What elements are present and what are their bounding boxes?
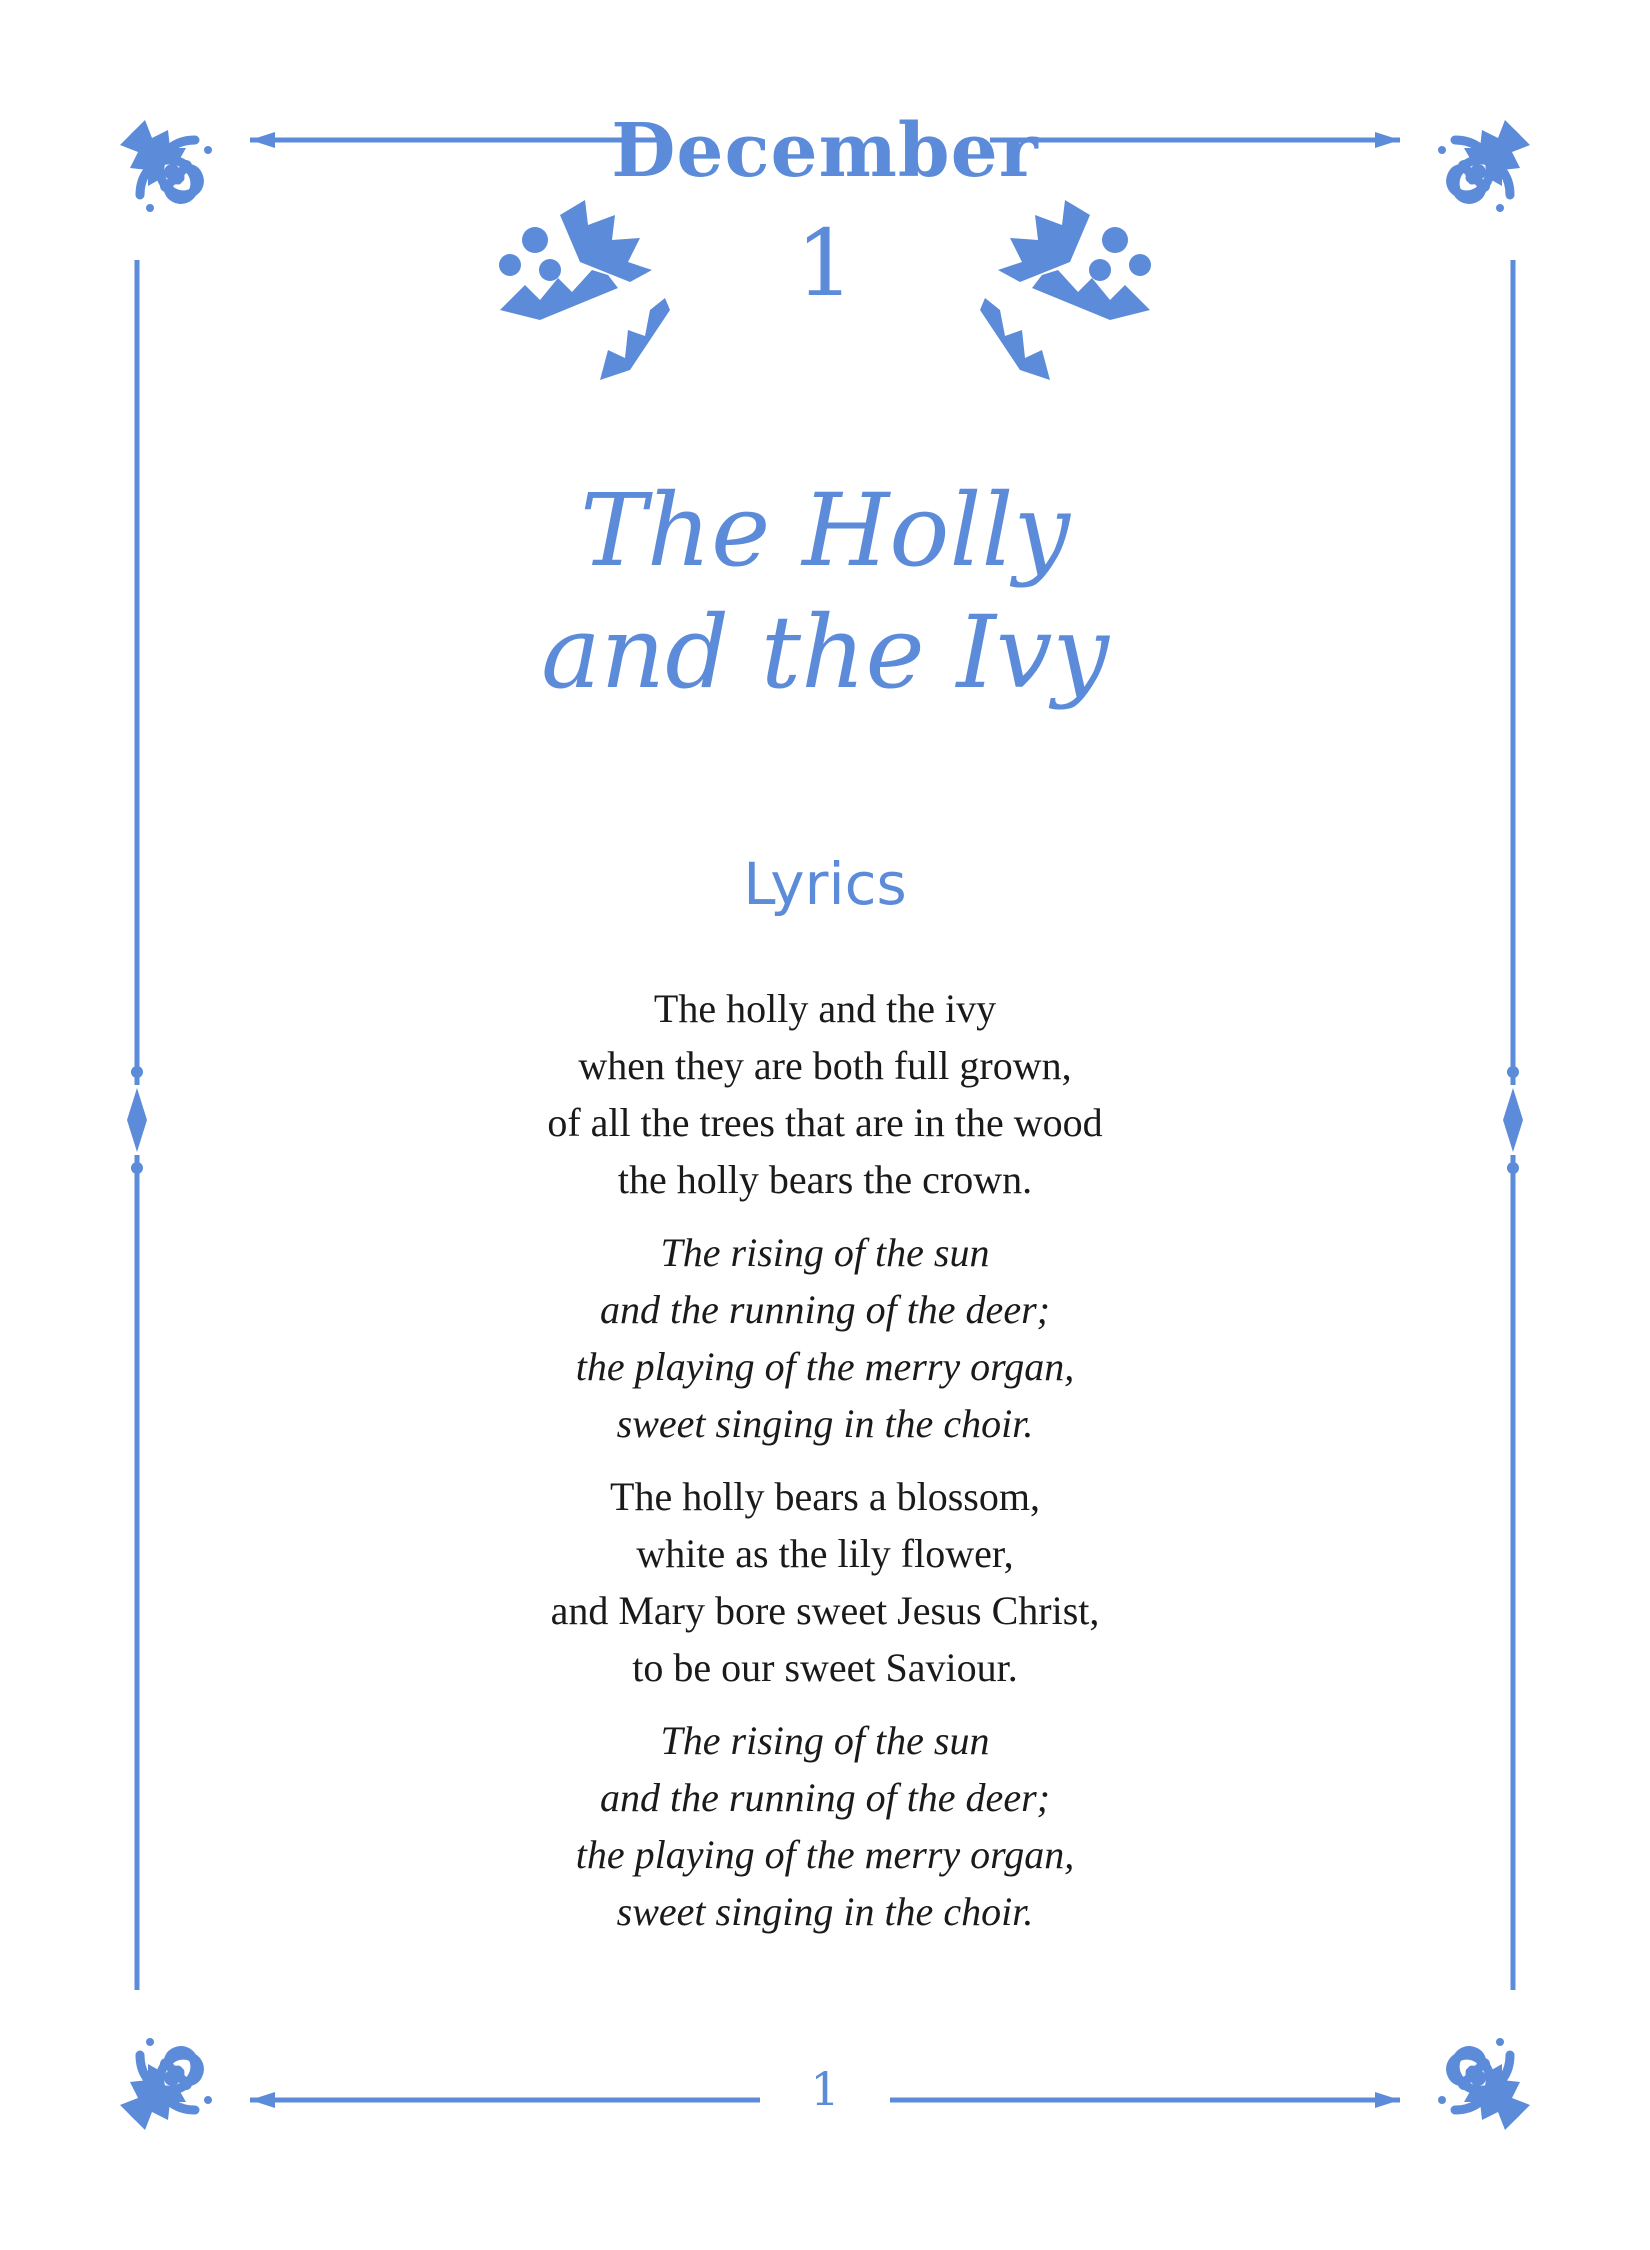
lyric-line: and the running of the deer; — [600, 1775, 1050, 1820]
song-title-line-1: The Holly — [580, 472, 1070, 589]
lyric-line: The holly bears a blossom, — [610, 1474, 1040, 1519]
stanza-verse — [0, 980, 1650, 1208]
lyric-line: the holly bears the crown. — [617, 1157, 1033, 1202]
lyric-line: and the running of the deer; — [600, 1287, 1050, 1332]
lyric-line: The holly and the ivy — [653, 986, 997, 1031]
page-number: 1 — [810, 2062, 840, 2116]
lyric-line: white as the lily flower, — [636, 1531, 1014, 1576]
lyric-line: sweet singing in the choir. — [616, 1889, 1034, 1934]
section-heading: Lyrics — [743, 850, 907, 918]
lyric-line: of all the trees that are in the wood — [547, 1100, 1103, 1145]
day-number: 1 — [795, 210, 855, 317]
month-heading: December — [611, 108, 1039, 194]
lyrics-block — [0, 980, 1650, 1956]
stanza-chorus — [0, 1712, 1650, 1940]
stanza-chorus — [0, 1224, 1650, 1452]
lyric-line: the playing of the merry organ, — [575, 1344, 1075, 1389]
lyric-line: The rising of the sun — [660, 1718, 990, 1763]
lyric-line: The rising of the sun — [660, 1230, 990, 1275]
song-title — [0, 470, 1650, 714]
lyric-line: when they are both full grown, — [578, 1043, 1072, 1088]
lyric-line: to be our sweet Saviour. — [632, 1645, 1018, 1690]
lyric-line: sweet singing in the choir. — [616, 1401, 1034, 1446]
lyric-line: the playing of the merry organ, — [575, 1832, 1075, 1877]
lyric-line: and Mary bore sweet Jesus Christ, — [550, 1588, 1100, 1633]
stanza-verse — [0, 1468, 1650, 1696]
song-title-line-2: and the Ivy — [541, 594, 1109, 711]
